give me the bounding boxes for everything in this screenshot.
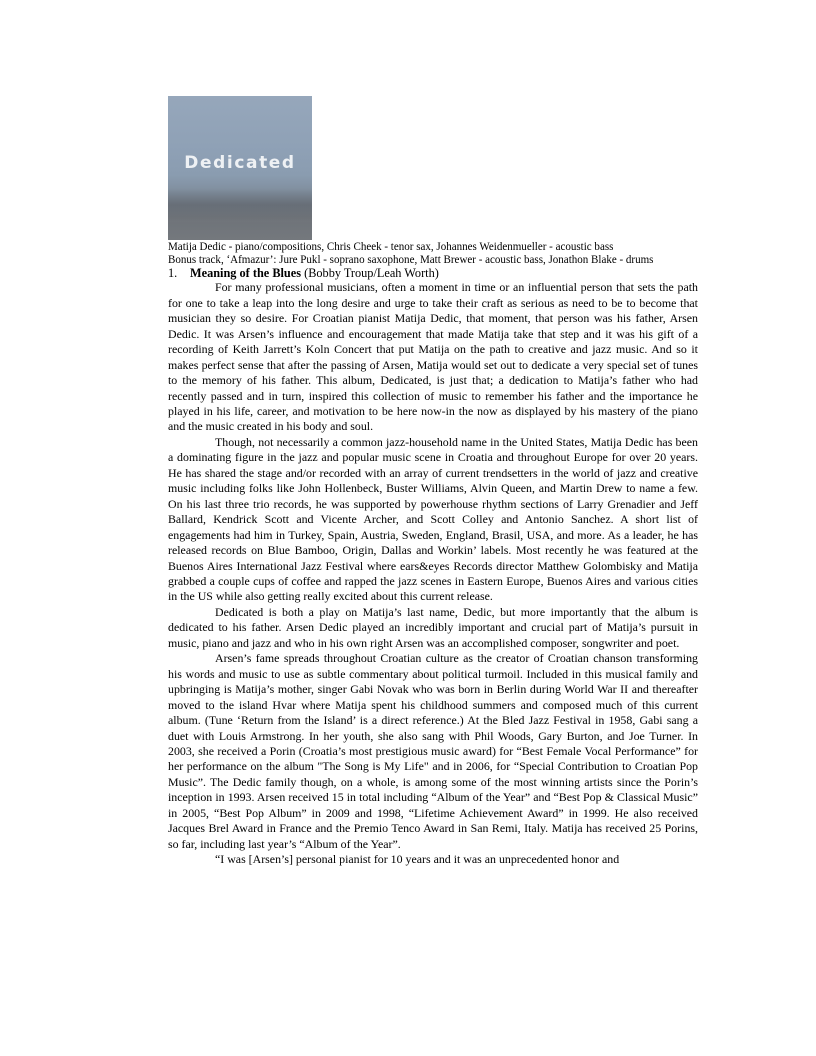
cover-haze: [168, 188, 312, 222]
paragraph-1: For many professional musicians, often a moment in time or an influential person that sets the path for one to take a leap into the long desire and urge to take their craft as serious as need to be to become that musician they so desire. For Croatian pianist Matija Dedic, that moment, that person was his father, Arsen Dedic. It was Arsen’s influence and encouragement that made Matija take that step and it was his gift of a recording of Keith Jarrett’s Koln Concert that put Matija on the path to creative and jazz music. And so it makes perfect sense that after the passing of Arsen, Matija would set out to dedicate a very special set of tunes to the memory of his father. This album, Dedicated, is just that; a dedication to Matija’s father who had recently passed and in turn, inspired this collection of music to remember his father and the importance he played in his life, career, and motivation to be here now-in the now as displayed by his mastery of the piano and the music created in his body and soul.: [168, 280, 698, 434]
document-page: [168, 96, 698, 868]
article-body: [168, 280, 698, 867]
paragraph-4: Arsen’s fame spreads throughout Croatian culture as the creator of Croatian chanson transforming his words and music to use as subtle commentary about political turmoil. Included in this musical family and upbringing is Matija’s mother, singer Gabi Novak who was born in Berlin during World War II and thereafter moved to the island Hvar where Matija spent his childhood summers and composed much of this current album. (Tune ‘Return from the Island’ is a direct reference.) At the Bled Jazz Festival in 1958, Gabi sang a duet with Louis Armstrong. In her youth, she also sang with Phil Woods, Gary Burton, and Joe Turner. In 2003, she received a Porin (Croatia’s most prestigious music award) for “Best Female Vocal Performance” for her performance on the album "The Song is My Life" and in 2006, for “Special Contribution to Croatian Pop Music”. The Dedic family though, on a whole, is among some of the most winning artists since the Porin’s inception in 1993. Arsen received 15 in total including “Album of the Year” and “Best Pop & Classical Music” in 2005, “Best Pop Album” in 2009 and 1998, “Lifetime Achievement Award” in 1999. He also received Jacques Brel Award in France and the Premio Tenco Award in San Remi, Italy. Matija has received 25 Porins, so far, including last year’s “Album of the Year”.: [168, 651, 698, 851]
track-heading: [168, 266, 698, 280]
paragraph-3: Dedicated is both a play on Matija’s last name, Dedic, but more importantly that the album is dedicated to his father. Arsen Dedic played an incredibly important and crucial part of Matija’s pursuit in music, piano and jazz and who in his own right Arsen was an accomplished composer, songwriter and poet.: [168, 604, 698, 650]
track-composers: (Bobby Troup/Leah Worth): [304, 266, 439, 281]
credits-line-bonus: Bonus track, ‘Afmazur’: Jure Pukl - soprano saxophone, Matt Brewer - acoustic bass, Jonathon Blake - drums: [168, 253, 654, 266]
track-number: 1.: [168, 266, 178, 281]
credits-line-main: Matija Dedic - piano/compositions, Chris Cheek - tenor sax, Johannes Weidenmueller - acoustic bass: [168, 241, 614, 253]
paragraph-5: “I was [Arsen’s] personal pianist for 10 years and it was an unprecedented honor and: [215, 852, 620, 867]
paragraph-2: Though, not necessarily a common jazz-household name in the United States, Matija Dedic has been a dominating figure in the jazz and popular music scene in Croatia and throughout Europe for over 20 years. He has shared the stage and/or recorded with an array of current trendsetters in the world of jazz and creative music including folks like John Hollenbeck, Buster Williams, Alvin Queen, and Martin Drew to name a few. On his last three trio records, he was supported by powerhouse rhythm sections of Larry Grenadier and Jeff Ballard, Kendrick Scott and Vicente Archer, and Scott Colley and Antonio Sanchez. A short list of engagements had him in Turkey, Spain, Austria, Sweden, England, Brasil, USA, and more. As a leader, he has released records on Blue Bamboo, Origin, Dallas and Workin’ labels. Most recently he was featured at the Buenos Aires International Jazz Festival where ears&eyes Records director Matthew Golombisky and Matija grabbed a couple cups of coffee and rapped the jazz scenes in Eastern Europe, Buenos Aires and various cities in the US while also getting really excited about this current release.: [168, 434, 698, 604]
track-title: Meaning of the Blues: [190, 266, 302, 281]
album-cover-image: [168, 96, 312, 240]
personnel-credits: [168, 241, 661, 266]
album-cover-title: Dedicated: [184, 153, 296, 173]
